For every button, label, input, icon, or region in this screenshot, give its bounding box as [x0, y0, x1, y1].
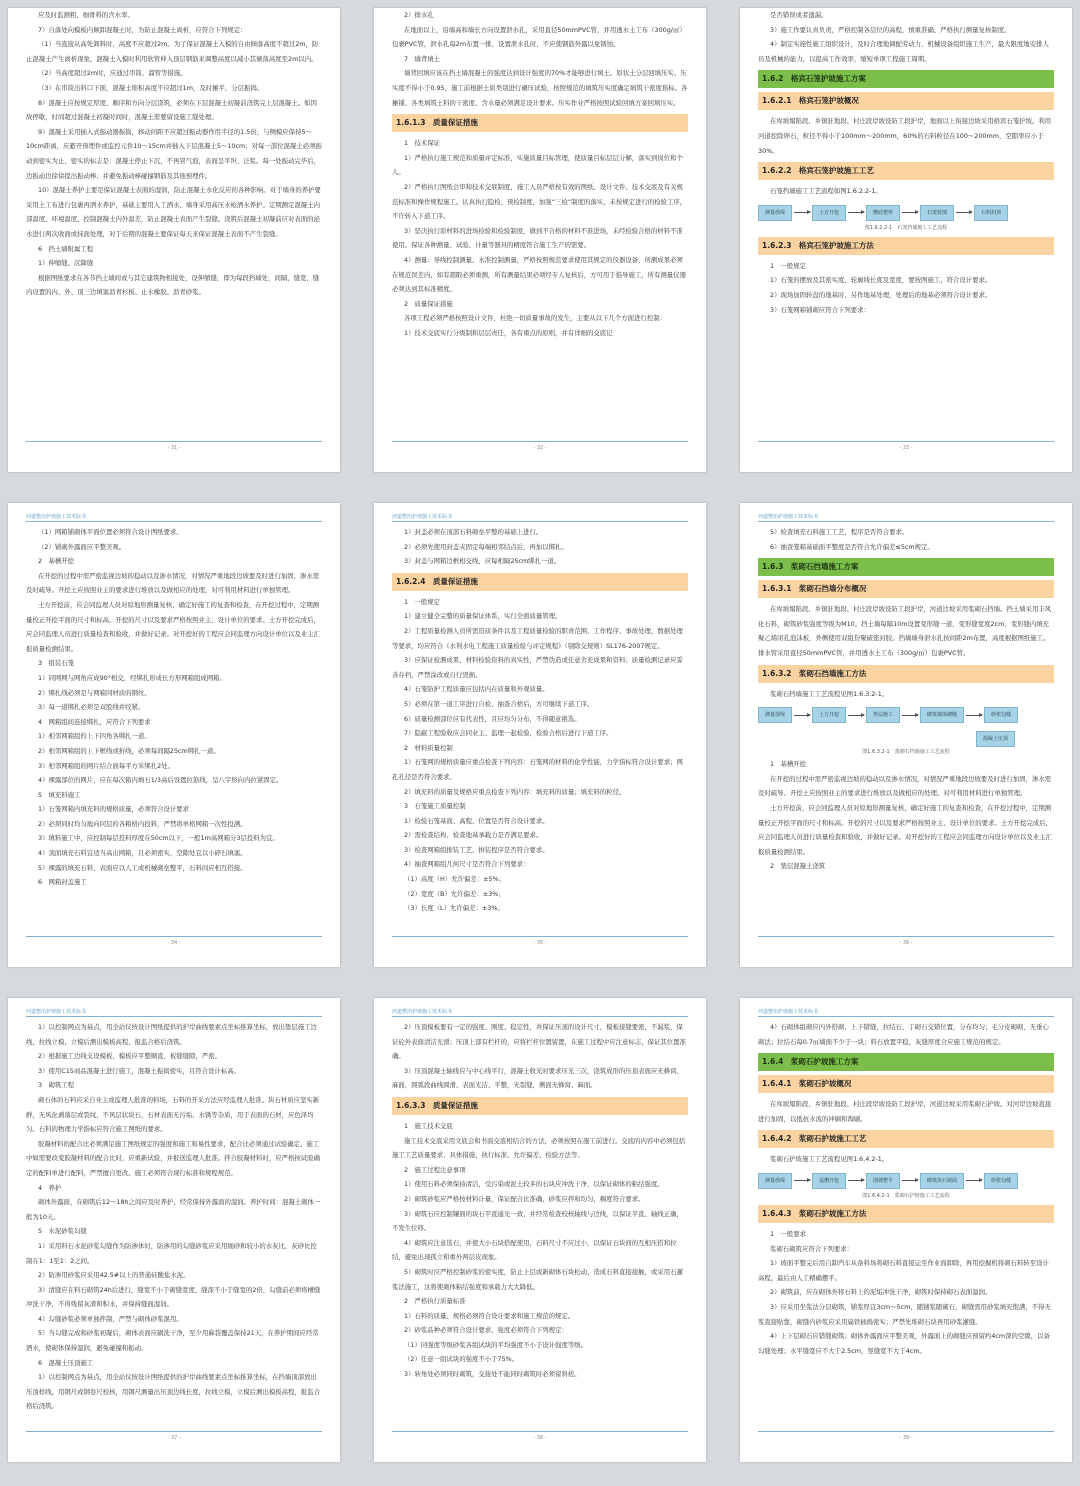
paragraph: 2 施工过程注意事项: [404, 1165, 466, 1174]
paragraph: 土方开挖前，应会同监理人员对原地形测量复核，确定好施工的复查和检查，在开挖过程中，定期测量校正开挖平面的尺寸和标高。开挖的尺寸以及要求严格按照业主、设计单位的要求。土方开挖完成后，应会同监理人员进行质量检查和验收，并做好记录。对开挖好的工程应会同监理方向设计单位以及业主汇报质量检测结果。: [26, 600, 320, 653]
paragraph: 在开挖的过程中需严密监视边坡的稳动以及渗水情况，对情况严重地段边坡要及时进行加固，渗水需及时疏导。开挖土应按照业主的要求进行堆放以及做相应的处理。对可利用材料进行单独管理。: [758, 774, 1052, 798]
paragraph: 4）砌筑应注意选石，并使大小石块搭配使用，石料尺寸不应过小，以保证石块间的互相压搭和拉结，避免出现孤立和重外两层皮现象。: [392, 1238, 677, 1262]
figure-caption: 图1.6.4.2-1 浆砌石护坡施工工艺流程: [862, 1192, 950, 1199]
document-page: [8, 503, 340, 967]
page-header: 河道整治护坡施工技术标书: [758, 998, 1054, 1017]
paragraph: 3）填料施工中，应控制每层投料厚度在50cm以下，一般1m高网箱分3层投料为宜。: [38, 834, 279, 843]
paragraph: 在库坡塌陷段、乡镇驻地段、村庄段岸坡设防工段护岸，河道边坡采用浆砌石护坡。对河岸边坡直接进行加固，以抵抗水流的冲刷和淘刷。: [758, 1100, 1052, 1123]
paragraph: （1）网箱铺砌体平面位置必须符合设计图纸要求。: [38, 528, 183, 536]
paragraph: 1）封盖必须在顶部石料砌垒平整的基础上进行。: [404, 528, 543, 536]
paragraph: 5 填充料施工: [38, 790, 81, 799]
paragraph: 8）混凝土应按规定厚度、顺序和方向分层浇筑，必须在下层混凝土初凝前浇筑完上层混凝土。如因故停歇，时间超过混凝土初凝时间时，混凝土需要留设施工缝处理。: [26, 98, 317, 122]
paragraph: 2 质量保证措施: [404, 299, 453, 308]
paragraph: 4）石笼防护工程质量应包括内在质量和外观质量。: [404, 685, 549, 694]
paragraph: 1 技术保证: [404, 139, 441, 148]
paragraph: （1）同强度等级砂浆各组试块的平均强度不小于设计强度等级。: [404, 1340, 588, 1349]
paragraph: 1 一般规定: [404, 597, 441, 606]
paragraph: 2）必须先使用封盖夹固定每端相邻结点后，再加以绑扎。: [404, 542, 568, 551]
paragraph: 3）相邻网箱组的网片结合面每平方米绑扎2处。: [38, 761, 174, 770]
process-flowchart: [758, 707, 1054, 723]
section-heading: 1.6.2 格宾石笼护坡施工方案: [758, 70, 1054, 88]
flow-step: 测量放线: [758, 707, 792, 723]
flow-step: 测量放线: [758, 205, 792, 221]
section-heading: 1.6.2.1 格宾石笼护坡概况: [758, 92, 1054, 110]
paragraph: 2）必须同时均匀地向同层的各箱格内投料，严禁将单格网箱一次性投满。: [38, 819, 247, 828]
document-page: [740, 998, 1072, 1462]
document-page: [740, 8, 1072, 472]
paragraph: 3）石笼网箱铺砌应符合下列要求：: [770, 305, 870, 314]
paragraph: 1）坡面平整完后用自卸汽车从备料场将砌石料直接运至作业面卸除，再用挖掘机将砌石料转至设计高程，最后由人工精确摆平。: [758, 1259, 1049, 1282]
page-number: - 33 -: [758, 441, 1054, 454]
page-number: - 36 -: [758, 936, 1054, 949]
paragraph: 1）建立健全完整的质量保证体系，实行全面质量管理。: [404, 612, 562, 621]
flow-arrow: [794, 212, 810, 213]
paragraph: 6 网箱封盖施工: [38, 878, 87, 887]
section-heading: 1.6.4.3 浆砌石护坡施工方法: [758, 1205, 1054, 1223]
paragraph: 1 一般规定: [770, 261, 807, 270]
paragraph: 1）使用石料必须保持清洁，受污染或泥土较多的石块应冲洗干净，以保证砌体的粘结强度。: [404, 1180, 664, 1189]
paragraph: 2）排水孔: [404, 11, 434, 19]
paragraph: 5）裸露的填充石料，表面应以人工或机械砌垒整平，石料间应相互搭接。: [38, 863, 247, 872]
page-number: - 35 -: [392, 936, 688, 949]
paragraph: 2）砌筑前，应在砌体外将石料上的泥垢冲洗干净，砌筑时保持砌石表面湿润。: [770, 1288, 992, 1297]
paragraph: 1）石料的质量、规格必须符合设计要求和施工规范的规定。: [404, 1311, 575, 1320]
paragraph: 3）坚决执行原材料的进场检验和检验制度，做到不合格的材料不准进场，未经检验合格的材料不准使用。保证各种测量、试验、计量等器具的精度符合施工生产的需要。: [392, 226, 683, 250]
figure-caption: 图1.6.3.2-1 浆砌石挡墙施工工艺流程: [862, 749, 950, 756]
paragraph: 砌石体的石料应采自业主或监理人批准的料场，石料的开采方法应经监理人批准。块石材质应坚实新鲜，无风化剥落层或裂纹，不风层状块石，石材表面无污垢、水锈等杂质，用于表面的石材，应色泽均匀。石料的物理力学指标应符合施工图纸的要求。: [26, 1095, 320, 1134]
paragraph: 6）质量检测部位应有代表性，且应均匀分布，不得随意挑选。: [404, 714, 581, 723]
paragraph: 4）测量：导线控制测量、水准控制测量，严格按照规范要求使用其规定的仪器设备，所测成果必须在规范误差内，如有超限必须重测，所有测量结果必须经专人复核后，方可用于指导施工，所有测量仪器必须达到其标准精度。: [392, 255, 686, 294]
paragraph: 2）严格执行图纸会审和技术交底制度，施工人员严格按有效的图纸、设计文件、技术交底及有关规范标准和操作规程施工。认真执行隐检、预检制度，加强“三检”制度的落实，未按规定进行的检验工序，不许转入下道工序。: [392, 182, 687, 221]
paragraph: 1）石笼的摆放及其密实度、轮廓线长度及宽度，要按图施工，符合设计要求。: [770, 276, 992, 285]
flow-arrow: [902, 1180, 918, 1181]
paragraph: 3）应采用坐浆法分层砌筑，铺浆厚宜3cm～5cm，随铺浆随砌石，砌缝需用砂浆填充饱满，不得无浆直接贴靠，砌缝内砂浆应采用扁铁插捣密实；严禁先堆砌石块再用砂浆灌缝。: [758, 1302, 1051, 1326]
document-page: [374, 998, 706, 1462]
page-body: [758, 525, 1054, 937]
paragraph: 砌体外露面，在砌筑后12～18h之间应及时养护，经常保持外露面的湿润。养护时间：混凝土砌体一般为10天。: [26, 1198, 321, 1221]
paragraph: 2）砂浆品种必须符合设计要求，强度必须符合下列规定：: [404, 1326, 568, 1335]
page-number: - 31 -: [26, 441, 322, 454]
section-heading: 1.6.4 浆砌石护坡施工方案: [758, 1053, 1054, 1071]
paragraph: 1）采用料石水泥砂浆勾缝作为防渗体时，防渗用的勾缝砂浆应采用细砂和较小的水灰比，灰砂比控制在1：1至1：2之间。: [26, 1241, 317, 1265]
flow-step: 混凝土压顶: [976, 731, 1015, 747]
paragraph: 2）防渗用砂浆应采用42.5#以上的普通硅酸盐水泥。: [38, 1271, 190, 1280]
paragraph: 3）每一道绑扎必须是双股线并绞紧。: [38, 703, 145, 712]
paragraph: 在库坡塌陷段、乡镇驻地段、村庄段岸坡设防工段护岸，地面以上衔接边坡采用格宾石笼护坡。利用河道挖除卵石，粒径不得小于100mm～200mm，60%的石料粒径在100～200mm，空隙率应小于30%。: [758, 117, 1052, 155]
page-body: [26, 8, 322, 442]
page-body: [392, 525, 688, 937]
flow-arrow: [794, 715, 810, 716]
paragraph: 4）顶面填充石料宜适当高出网箱，且必须密实，空隙处宜以小碎石填塞。: [38, 849, 247, 858]
paragraph: 在开挖的过程中需严密监视边坡的稳动以及渗水情况，对情况严重地段边坡要及时进行加固，渗水需及时疏导。开挖土应按照业主的要求进行堆放以及做相应的处理，对可利用材料进行单独管理。: [26, 571, 320, 595]
page-number: - 39 -: [758, 1431, 1054, 1444]
flow-step: 削坡整平: [866, 1173, 900, 1189]
section-heading: 1.6.3.3 质量保证措施: [392, 1097, 688, 1115]
paragraph: 5）砌筑时应严格控制砂浆的密实度，防止上层或新砌体石块松动、造成石料直接接触，或采用石灌浆法施工，这将使砌体粘结强度和承载力大大降低。: [392, 1267, 683, 1291]
section-heading: 1.6.2.4 质量保证措施: [392, 573, 688, 591]
paragraph: 1）伸缩缝、沉降缝: [38, 259, 94, 268]
paragraph: （3）在串筒出料口下面，混凝土堆积高度不应超过1m，及时摊平，分层振捣。: [38, 83, 264, 92]
paragraph: 施工技术交底采用文底会和书面交底相结合的方法，必须按照在施工前进行。交底的内容中必须包括施工工艺质量要求、具体措施、执行标准、允许偏差、检验方法等。: [392, 1136, 686, 1160]
paragraph: 1）相邻网箱组的上下四角各绑扎一道。: [38, 732, 151, 741]
paragraph: 在库坡塌陷段、乡镇驻地段、村庄段岸坡设防工段护岸，河道边坡采用浆砌石挡墙。挡土墙采用丰风化石料，砌筑砂浆强度等级为M10。挡土墙每隔10m设置变形缝一道，变形缝宽度2cm，变形缝内填充聚乙烯闭孔泡沫板，外侧使用双组份聚硫密封胶。挡墙墙身泄水孔按间距2m布置，高度根据图纸施工。排水管采用直径50mmPVC管，并用透水土工布（300g/㎡）包裹PVC管。: [758, 605, 1052, 657]
paragraph: 石笼挡墙施工工艺流程如图1.6.2.2-1。: [770, 187, 882, 196]
flow-arrow: [848, 1180, 864, 1181]
paragraph: 6）抽查笼箱基础面平整度是否符合允许偏差≤5cm规定。: [770, 542, 934, 551]
flow-step: 基槽开挖: [812, 1173, 846, 1189]
paragraph: 胶凝材料的配合比必须满足施工图纸规定的强度和施工和易性要求，配合比必须通过试验确定。施工中如需要改变胶凝材料的配合比时，应重新试验，并报送监理人批准。拌合胶凝材料时，应严格按试验确定的配料单进行配料，严禁擅自更改。施工必须符合现行标准和规程规范。: [26, 1139, 320, 1177]
paragraph: 4）裸露部位的网片，应在每次箱内填石1/3高后设置拉筋线，呈八字形向内拉紧固定。: [38, 776, 283, 785]
paragraph: 2）砌筑砂浆应严格按材料计量，保证配合比准确，砂浆应拌和均匀，稠度符合要求。: [404, 1194, 645, 1203]
paragraph: 6 混凝土压顶施工: [38, 1358, 94, 1367]
flow-step: 测量放线: [758, 1173, 792, 1189]
paragraph: 3）砌筑石应控制镶面的块石平直通光一致，并经常检查校核轴线与边线，以保证平直、轴线正确，不发生位移。: [392, 1209, 683, 1233]
page-body: [392, 1020, 688, 1432]
paragraph: 7）自落处向模板内倾卸混凝土时，为防止混凝土离析，应符合下列规定：: [38, 25, 247, 34]
paragraph: 4 养护: [38, 1183, 62, 1192]
paragraph: 1）检验石笼基面、高程、位置是否符合设计要求。: [404, 816, 549, 825]
paragraph: 各项工程必须严格按照设计文件，杜绝一切质量事故的发生，主要从以下几个方面进行控制：: [404, 314, 667, 323]
page-header: 河道整治护坡施工技术标书: [26, 998, 322, 1017]
paragraph: （2）任意一组试块的强度不小于75%。: [404, 1355, 519, 1364]
document-page: [8, 8, 340, 472]
paragraph: 1 一般要求: [770, 1229, 807, 1238]
paragraph: 应及时监测粗、细骨料的含水率。: [38, 11, 134, 19]
paragraph: 1）技术交底实行分级制和层层责任，各有重点的原则，并有详细的交底记: [404, 328, 613, 337]
page-header: 河道整治护坡施工技术标书: [392, 503, 688, 522]
paragraph: 4）石砌体组砌应内外搭砌，上下错缝，拉结石、丁砌石交错位置，分布均匀；毛分皮砌砌，无垂心砌法；拉结石每0.7㎡墙面不少于一块；料石放置平稳，灰缝厚度合应施工规范的规定。: [758, 1023, 1049, 1046]
flow-step: 槽底整形: [866, 205, 900, 221]
document-page: [374, 8, 706, 472]
paragraph: 1）石笼网的规格质量应重点检查下列内容：石笼网的材料的化学性能，力学指标符合设计要求；网孔孔径是否符合要求。: [392, 758, 683, 781]
flow-arrow: [902, 715, 918, 716]
section-heading: 1.6.3 浆砌石挡墙施工方案: [758, 558, 1054, 576]
section-heading: 1.6.3.2 浆砌石挡墙施工方法: [758, 665, 1054, 683]
paragraph: 土方开挖前，应会同监理人员对原地形测量复核，确定好施工的复查和检查，在开挖过程中，定期测量校正开挖平面的尺寸和标高。开挖的尺寸以及要求严格按照业主、设计单位的要求。土方开挖完成后，应会同监理人员进行质量检查和验收，并做好记录。对开挖好的工程应会同监理方向设计单位以及业主汇报质量检测结果。: [758, 803, 1052, 856]
paragraph: （1）当直接从高处卸料时，高度不应超过2m。为了保证混凝土入模的自由倾落高度不超过2m，防止混凝土产生离析现象，混凝土入模时利用软管伸入顶层钢筋来调整高度以减小其倾落高度至2m以内。: [26, 40, 319, 63]
page-number: - 32 -: [392, 441, 688, 454]
section-heading: 1.6.2.2 格宾石笼护坡施工工艺: [758, 162, 1054, 180]
paragraph: 2 严格执行质量标准: [404, 1297, 466, 1306]
paragraph: 3 组装石笼: [38, 659, 75, 668]
paragraph: 4）上下层砌石应错缝砌筑；砌体外露面应平整美观，外露面上的砌缝应预留约4cm深的空隙，以备勾缝处理；水平缝宽应不大于2.5cm，竖缝宽不大于4cm。: [758, 1332, 1050, 1355]
flow-arrow: [848, 715, 864, 716]
paragraph: 9）混凝土采用插入式振动器振捣，移动间距不应超过振动器作用半径的1.5倍，与侧模应保持5～10cm距离，应避开预埋件或监控元件10～15cm并插入下层混凝土5～10cm；对每一部位混凝土必须振动到密实为止，密实的标志是：混凝土停止下沉，不再冒气泡，表面呈平坦、泛浆。每一处振动完毕后，边振动边徐徐提出振动棒；并避免振动棒碰撞钢筋及其他预埋件。: [26, 127, 322, 180]
paragraph: 3）施工作要认真负责，严格控制各层位的高程，慎重准确、严格执行测量复核制度。: [770, 25, 1011, 34]
paragraph: 2 垫层混凝土浇筑: [770, 862, 826, 871]
paragraph: 4 网箱组间连接绑扎，应符合下列要求: [38, 717, 151, 726]
paragraph: 4）勾缝砂浆必须单独拌制，严禁与砌体砂浆混用。: [38, 1314, 183, 1323]
paragraph: 3 石笼施工质量控制: [404, 802, 466, 811]
paragraph: 3）封盖与网箱边框相交线，应每相隔25cm绑扎一道。: [404, 557, 561, 566]
paragraph: 3）转角处必须同时砌筑，交接处不能同时砌筑时必须留斜槎。: [404, 1370, 581, 1379]
page-body: [392, 8, 688, 442]
flow-arrow: [848, 212, 864, 213]
paragraph: 3）检查网箱组排装工艺、拼装程序是否符合要求。: [404, 845, 549, 854]
paragraph: 根据图纸要求在各节挡土墙间或与其它建筑物相接处，设伸缩缝，即为每段挡墙处，间隔，缝宽，缝内设置的内、外、顶三边填塞沥青杉板、止水橡胶、沥青砂浆。: [26, 273, 320, 297]
document-page: [374, 503, 706, 967]
paragraph: 1）石笼网箱内填充料的规格质量，必须符合设计要求: [38, 805, 190, 814]
paragraph: 2）需检查结构、检查地基承载力是否满足要求。: [404, 831, 543, 840]
section-heading: 1.6.4.1 浆砌石护坡概况: [758, 1075, 1054, 1093]
paragraph: 6 挡土墙附属工程: [38, 244, 94, 253]
document-page: [8, 998, 340, 1462]
page-number: - 34 -: [26, 936, 322, 949]
paragraph: 3）应保证检测成果、材料检验资料的真实性，严禁伪造或任意舍充成果和资料；质量检测记录应妥善存档，严禁涂改或自行毁损。: [392, 656, 683, 679]
page-header: 河道整治护坡施工技术标书: [758, 503, 1054, 522]
flow-step: 土方开挖: [812, 205, 846, 221]
flow-step: 石笼装填: [920, 205, 954, 221]
paragraph: 2）绑扎线必须是与网箱同材质的钢丝。: [38, 688, 151, 697]
flow-arrow: [966, 1180, 982, 1181]
flow-step: 石料封顶: [974, 205, 1008, 221]
paragraph: 2）填充料的质量及规格应重点检查下列内容：填充料的质量；填充料的粒径。: [404, 787, 626, 796]
paragraph: 4）制定实施性施工组织设计，及时合理地调配劳动力、机械设备组织施工生产，最大限度地安排人员及机械的能力，以提高工作效率，缩短单项工程施工周期。: [758, 40, 1049, 63]
page-number: - 37 -: [26, 1431, 322, 1444]
paragraph: 浆砌石挡墙施工工艺流程见图1.6.3.2-1。: [770, 689, 889, 698]
paragraph: 2 材料质量控制: [404, 743, 453, 752]
page-number: - 38 -: [392, 1431, 688, 1444]
paragraph: 是否错误或者遗漏。: [770, 11, 828, 19]
process-flowchart: [758, 1173, 1054, 1189]
page-body: [758, 8, 1054, 442]
flow-arrow: [966, 715, 982, 716]
flow-step: 砂浆勾缝: [984, 707, 1018, 723]
paragraph: 2）压顶模板要有一定的强度、刚度、稳定性，并保证压顶的设计尺寸，模板接缝要密，不漏浆，保证砼外表面清洁光滑；压顶上部有栏杆的，应将栏杆位置留置，在施工过程中应注意标志，保证其位置准确。: [392, 1023, 686, 1061]
paragraph: 2 基槽开挖: [38, 557, 75, 566]
paragraph: （2）铺砌外露面应平整美观。: [38, 542, 126, 551]
paragraph: 1 施工技术交底: [404, 1121, 453, 1130]
process-flowchart: [758, 205, 1054, 221]
section-heading: 1.6.2.3 格宾石笼护坡施工方法: [758, 237, 1054, 255]
paragraph: 在地面以上，沿墙高和墙长方向设置泄水孔，采用直径50mmPVC管，并用透水土工布（300g/㎡）包裹PVC管，泄水孔每2m布置一排，设置泄水孔时，不应使钢筋外露以免锈蚀。: [392, 25, 686, 49]
page-body: [26, 1020, 322, 1432]
page-header: 河道整治护坡施工技术标书: [26, 503, 322, 522]
paragraph: 7）隐蔽工程验收应会同业主、监理一起检验，检验合格后进行下道工序。: [404, 729, 613, 738]
section-heading: 1.6.1.3 质量保证措施: [392, 114, 688, 132]
paragraph: （2）宽度（B）允许偏差：±3%；: [404, 889, 505, 898]
paragraph: 2）相邻网箱组的上下框线或折线，必须每间隔25cm绑扎一道。: [38, 746, 220, 755]
flow-step: 土方开挖: [812, 707, 846, 723]
page-body: [26, 525, 322, 937]
paragraph: （2）当高度超过2m时，应通过串筒、溜管等措施。: [38, 69, 187, 78]
paragraph: 浆砌石砌筑应符合下列要求：: [770, 1244, 854, 1253]
section-heading: 1.6.4.2 浆砌石护坡施工工艺: [758, 1130, 1054, 1148]
flow-step: 砌筑块石坡面: [920, 1173, 964, 1189]
paragraph: 1 基槽开挖: [770, 760, 807, 769]
page-header: 河道整治护坡施工技术标书: [392, 998, 688, 1017]
paragraph: 浆砌石护坡施工工艺流程见图1.6.4.2-1。: [770, 1155, 889, 1164]
flow-arrow: [956, 212, 972, 213]
paragraph: 7 墙背填土: [404, 54, 441, 63]
paragraph: 墙背回填应该在挡土墙混凝土的强度达到设计强度的70%才能够进行填土。原状土分层回填压实、压实度不得小于0.95，施工前根据土质类别进行碾压试验，按照规范的填筑压实度确定填筑干密度指标。各摊铺、各类填筑土料的干密度、含水量必须满足设计要求。压实作业严格按照试验回填方案回填压实。: [392, 69, 688, 107]
figure-caption: 图1.6.2.2-1 石笼挡墙施工工艺流程: [864, 224, 948, 231]
paragraph: 1）以控制网点为基点，用全站仪按设计图纸提供的护岸曲线要素点坐标推算坐标，放出垫层施工边线，拉线立模，立模后测出模板高程，报监合格后浇筑。: [26, 1023, 317, 1046]
paragraph: 2）根据施工边线支设模板，模板应平整顺直，板缝缝隙，严密。: [38, 1052, 222, 1061]
paragraph: 3）压顶混凝土轴线应与中心线平行，混凝土收光时要求压光三次，浇筑成形的压顶表面应无蜂窝、麻面，圆弧段曲线圆滑、表面光洁、平整，无裂缝，侧面无蜂窝、麻面。: [392, 1066, 683, 1090]
paragraph: 3）清缝应在料石砌筑24h后进行，缝宽不小于砌缝宽度，缝深不小于缝宽的2倍，勾缝前必须将槽缝冲洗干净，不得残留灰渣和积水，并保持缝面湿润。: [26, 1285, 321, 1309]
flow-arrow: [794, 1180, 810, 1181]
flow-step: 垫层施工: [866, 707, 900, 723]
paragraph: 4）抽查网箱组几何尺寸是否符合下列要求：: [404, 860, 530, 869]
paragraph: 3）使用C15商品混凝土进行施工，混凝土振捣密实，且符合设计标高。: [38, 1066, 240, 1075]
paragraph: 10）混凝土养护主要是保证混凝土表面的湿润，防止混凝土水化反应的各种影响。对于墙身的养护要采用土工布进行包裹再洒水养护，基础主要用人工洒水、墙身采用高压水枪洒水养护。定期测定混凝土内部温度、环境温度，控制混凝土内外温差，防止混凝土表面产生裂缝。浇筑后混凝土初凝前应对表面的泌水进行两次收面或抹面处理，对于后期的混凝土要保证每天来保证混凝土表面不产生裂缝。: [26, 186, 321, 238]
flow-arrow: [902, 212, 918, 213]
paragraph: 2）工程质量检测人员所需资质条件以及工程质量检验的职责范围、工作程序、事故处理、数据处理等要求，均应符合《水利水电工程施工质量检验与评定规程》（剔除交规则）SL176-2007规定。: [392, 626, 683, 650]
paragraph: （3）长度（L）允许偏差：±3%。: [404, 904, 504, 913]
paragraph: 5）检查填充石料施工工艺，程序是否符合要求。: [770, 528, 909, 536]
paragraph: 5 水泥砂浆勾缝: [38, 1227, 87, 1236]
paragraph: 1）以控制网点为基点，用全站仪按设计图纸提供的护岸曲线要素点坐标推算坐标，在挡墙顶部放出压顶样线，用钢尺或钢卷尺校核，用钢尺测量出压顶边线长度，拉线立模，立模后测出模板高程，报监合格后浇筑。: [26, 1373, 320, 1411]
paragraph: （1）高度（H）允许偏差：±5%；: [404, 875, 506, 884]
paragraph: 5）当勾缝完成和砂浆初凝后，砌体表面应刷洗干净，至少用麻袋覆盖保持21天，在养护期间应经常洒水，使砌体保持湿润，避免碰撞和振动。: [26, 1329, 319, 1353]
document-page: [740, 503, 1072, 967]
flow-step: 砂浆勾缝: [984, 1173, 1018, 1189]
flow-step: 砌筑墙体砌缝: [920, 707, 964, 723]
paragraph: 3 砌筑工程: [38, 1081, 75, 1090]
paragraph: 2）现场加固转盘的地基时，另作地基处理，处理后的地基必须符合设计要求。: [770, 290, 992, 299]
paragraph: 1）严格执行施工规范和质量评定标准，实施质量目标管理，使质量目标层层分解，落实到岗位和个人。: [392, 153, 683, 177]
paragraph: 5）必须在第一道工序进行自检、抽查合格后，方可继续下道工序。: [404, 699, 594, 708]
paragraph: 1）同网网与网角应成90°相交，经绑扎形成长方形网箱组成网箱。: [38, 673, 226, 682]
page-body: [758, 1020, 1054, 1432]
section-heading: 1.6.3.1 浆砌石挡墙分布概况: [758, 580, 1054, 598]
